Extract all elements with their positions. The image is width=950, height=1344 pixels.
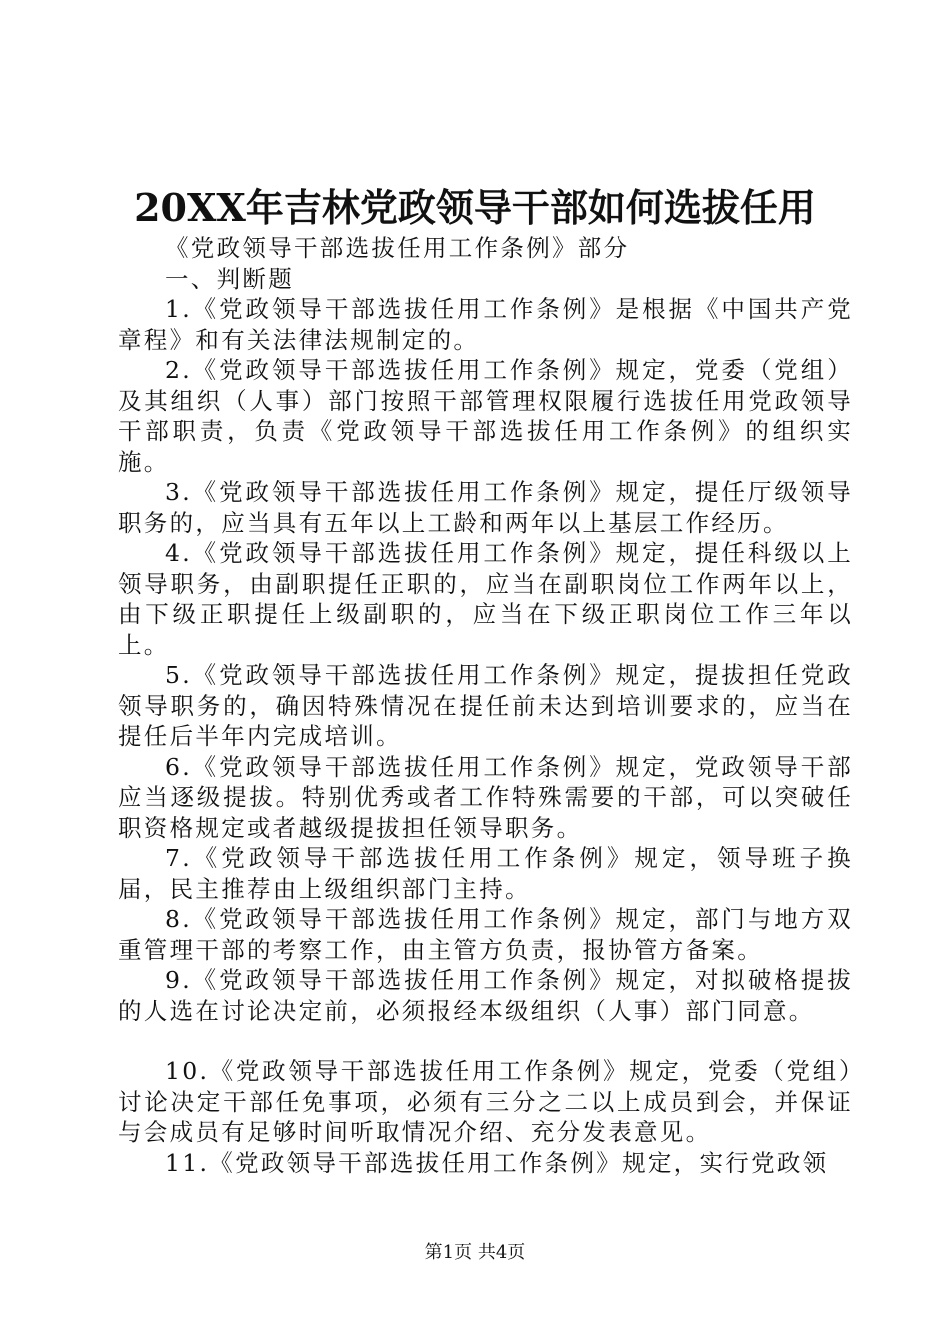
document-body <box>118 233 853 1178</box>
question-4: 4.《党政领导干部选拔任用工作条例》规定，提任科级以上领导职务，由副职提任正职的，应当在副职岗位工作两年以上，由下级正职提任上级副职的，应当在下级正职岗位工作三年以上。 <box>118 539 853 659</box>
question-5: 5.《党政领导干部选拔任用工作条例》规定，提拔担任党政领导职务的，确因特殊情况在提任前未达到培训要求的，应当在提任后半年内完成培训。 <box>118 661 853 750</box>
question-7: 7.《党政领导干部选拔任用工作条例》规定，领导班子换届，民主推荐由上级组织部门主持。 <box>118 844 853 903</box>
question-8: 8.《党政领导干部选拔任用工作条例》规定，部门与地方双重管理干部的考察工作，由主管方负责，报协管方备案。 <box>118 905 853 964</box>
subtitle: 《党政领导干部选拔任用工作条例》部分 <box>165 234 630 262</box>
question-9: 9.《党政领导干部选拔任用工作条例》规定，对拟破格提拔的人选在讨论决定前，必须报经本级组织（人事）部门同意。 <box>118 966 853 1025</box>
question-1: 1.《党政领导干部选拔任用工作条例》是根据《中国共产党章程》和有关法律法规制定的。 <box>118 295 853 354</box>
question-6: 6.《党政领导干部选拔任用工作条例》规定，党政领导干部应当逐级提拔。特别优秀或者工作特殊需要的干部，可以突破任职资格规定或者越级提拔担任领导职务。 <box>118 752 853 842</box>
document-title: 20XX年吉林党政领导干部如何选拔任用 <box>134 185 816 230</box>
section-heading: 一、判断题 <box>165 264 294 293</box>
question-3: 3.《党政领导干部选拔任用工作条例》规定，提任厅级领导职务的，应当具有五年以上工龄和两年以上基层工作经历。 <box>118 478 853 537</box>
page-footer: 第1页 共4页 <box>424 1242 526 1263</box>
question-10: 10.《党政领导干部选拔任用工作条例》规定，党委（党组）讨论决定干部任免事项，必须有三分之二以上成员到会，并保证与会成员有足够时间听取情况介绍、充分发表意见。 <box>118 1057 853 1146</box>
question-2: 2.《党政领导干部选拔任用工作条例》规定，党委（党组）及其组织（人事）部门按照干部管理权限履行选拔任用党政领导干部职责，负责《党政领导干部选拔任用工作条例》的组织实施。 <box>118 356 853 476</box>
question-11: 11.《党政领导干部选拔任用工作条例》规定，实行党政领 <box>165 1148 829 1177</box>
